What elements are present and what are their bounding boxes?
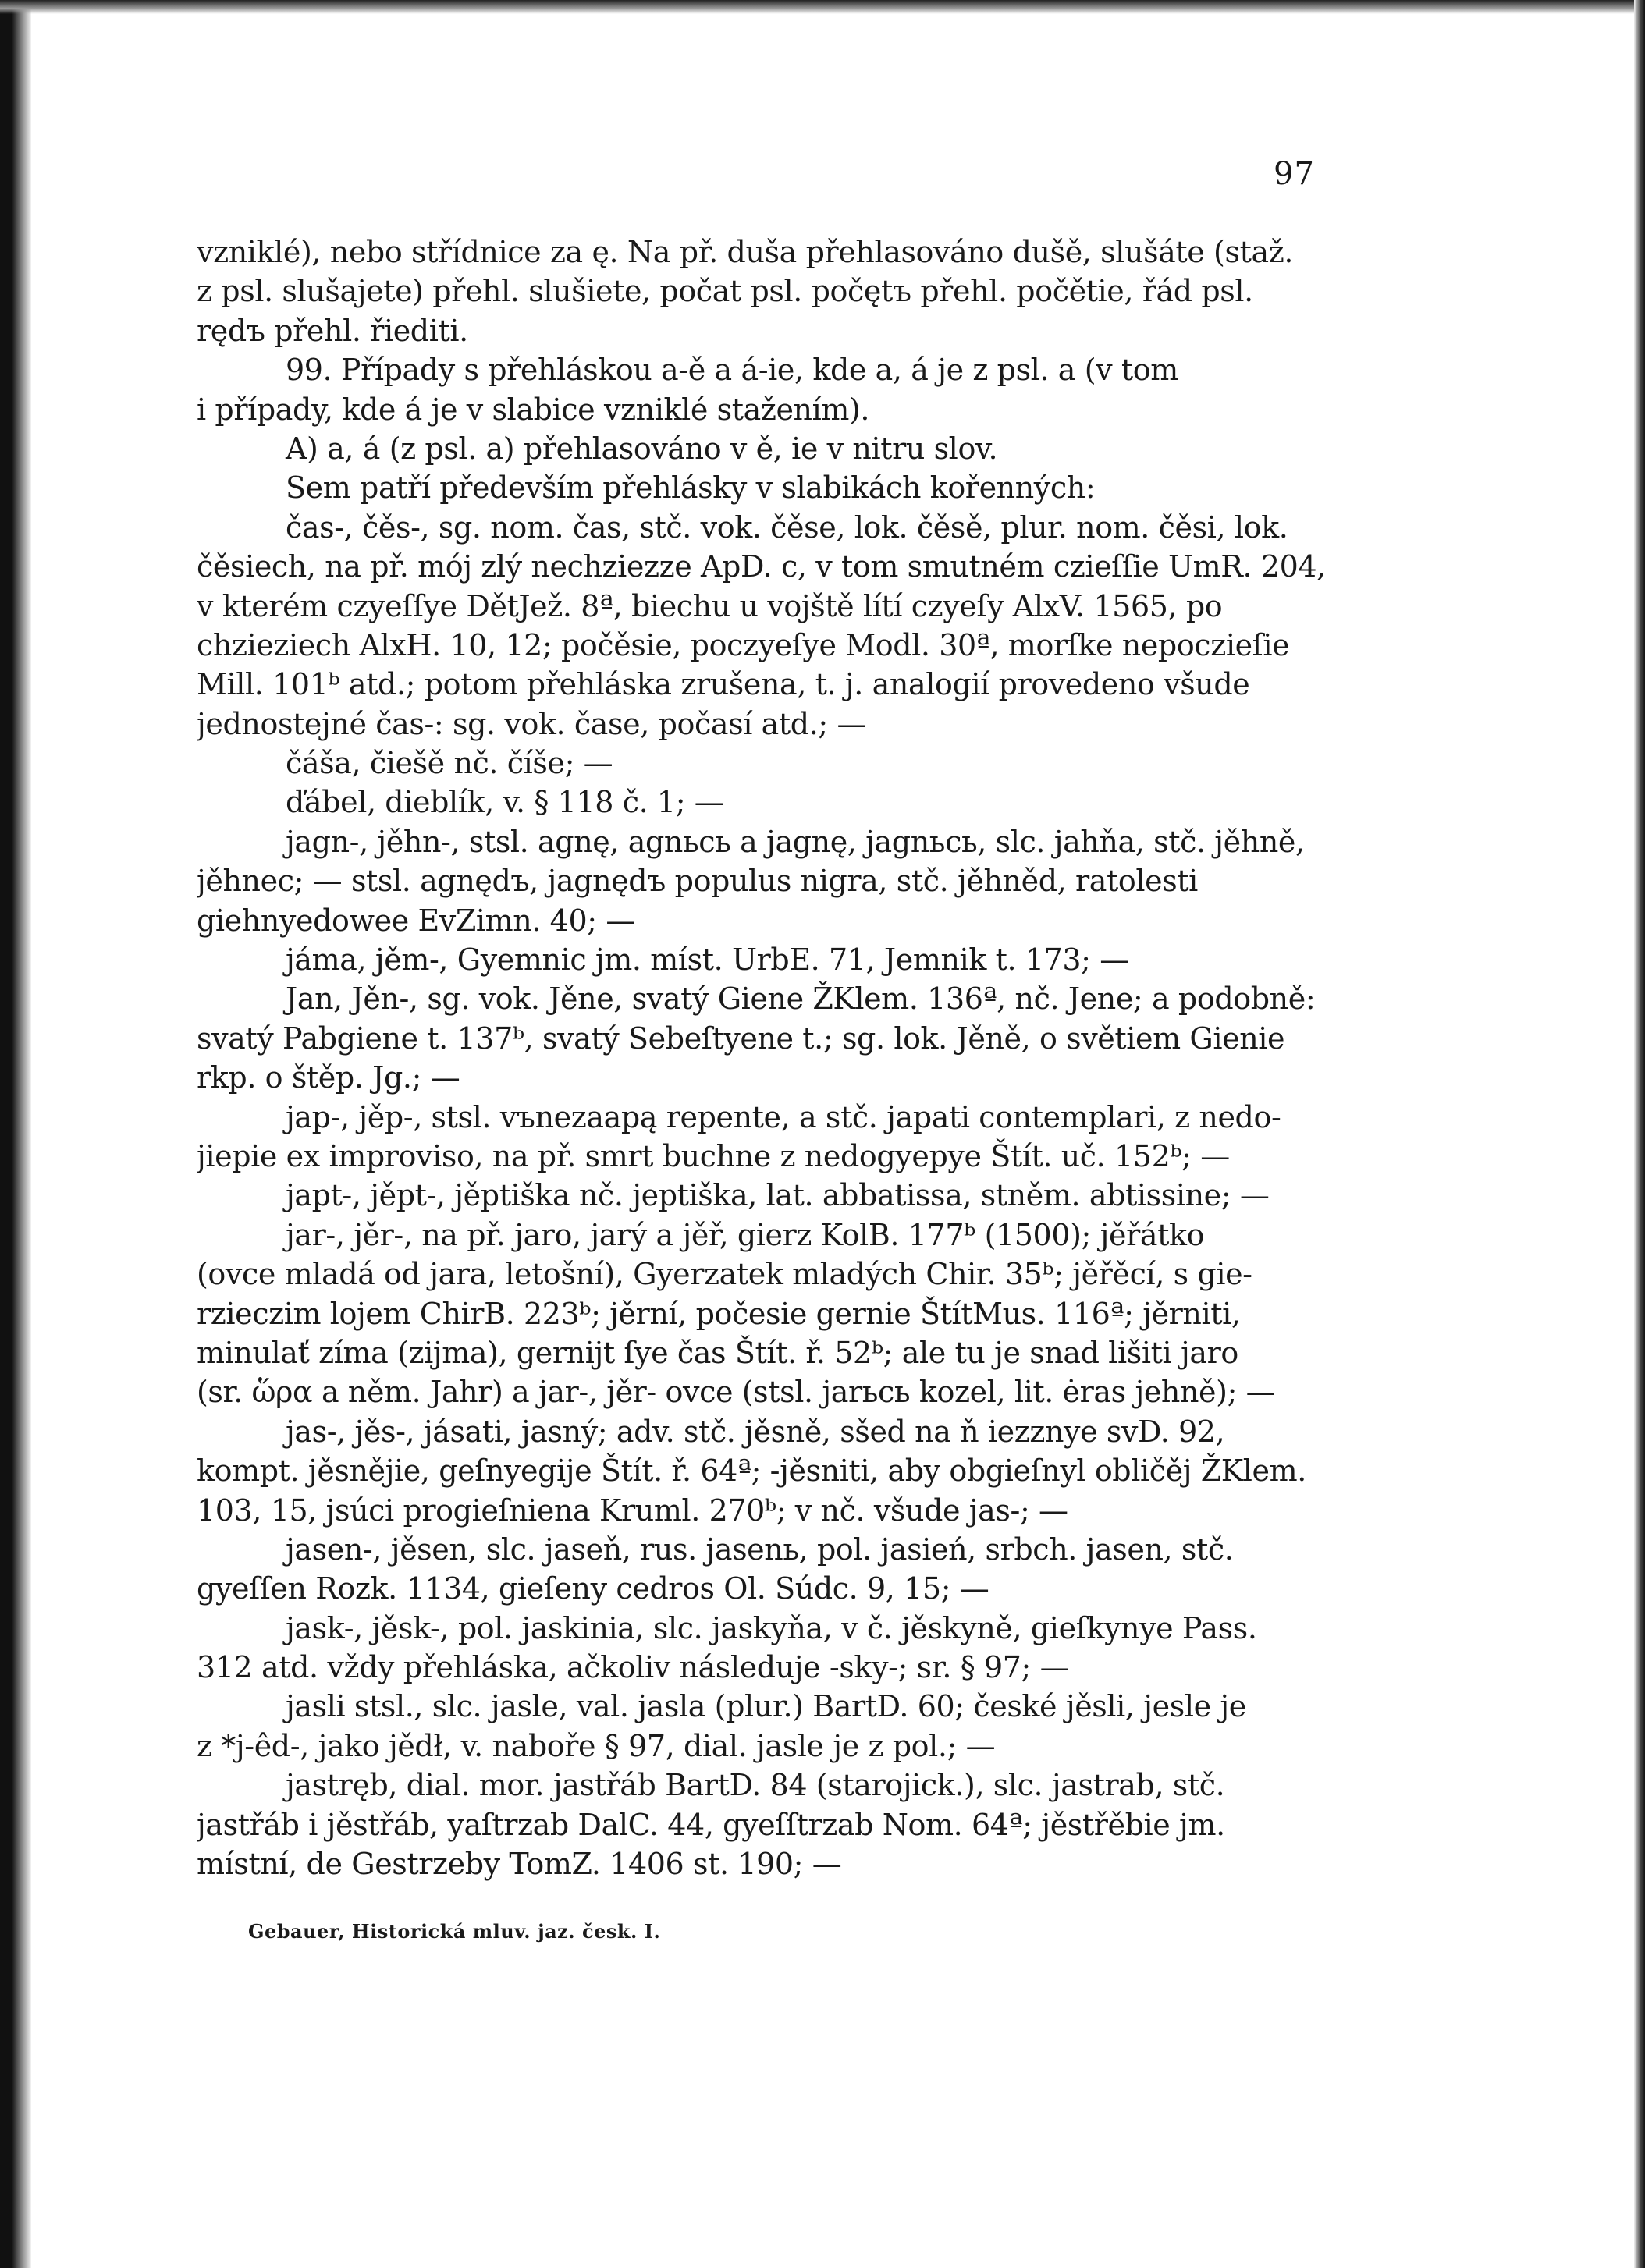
entry-casa: čáša, čiešě nč. číše; — [286, 746, 613, 781]
text-line: Mill. 101ᵇ atd.; potom přehláska zrušena, t. j. analogií provedeno všude [197, 667, 1250, 702]
text-line: z *j-êd-, jako jědł, v. nabоře § 97, dial. jasle je z pol.; — [197, 1728, 996, 1763]
text-line: vzniklé), nebo střídnice za ę. Na př. duša přehlasováno dušě, slušáte (staž. [197, 235, 1294, 269]
text-line: 103, 15, jsúci progieſniena Kruml. 270ᵇ; v nč. všude jas-; — [197, 1492, 1068, 1528]
entry-jas: jas-, jěs-, jásati, jasný; adv. stč. jěsně, sšed na ň iezznye svD. 92, [286, 1414, 1225, 1449]
entry-jama: jáma, jěm-, Gyemnic jm. míst. UrbE. 71, Jemnik t. 173; — [286, 942, 1129, 978]
section-heading-99: 99. Případy s přehláskou a-ě a á-ie, kde a, á je z psl. a (v tom [286, 353, 1178, 388]
entry-jan: Jan, Jěn-, sg. vok. Jěne, svatý Giene ŽKlem. 136ª, nč. Jene; a podobně: [286, 981, 1316, 1017]
text-line: čěsiech, na př. mój zlý nechziezze ApD. c, v tom smutném czieſſie UmR. 204, [197, 549, 1326, 584]
entry-japt: japt-, jěpt-, jěptiška nč. jeptiška, lat. abbatissa, stněm. abtissine; — [286, 1178, 1270, 1213]
text-line: rkp. o štěp. Jg.; — [197, 1060, 460, 1095]
subsection-heading-a: A) a, á (z psl. a) přehlasováno v ě, ie v nitru slov. [286, 431, 998, 466]
text-line: jastřáb i jěstřáb, yaſtrzab DalC. 44, gyeſſtrzab Nom. 64ª; jěstřěbie jm. [197, 1807, 1225, 1842]
text-line: (ovce mladá od jara, letošní), Gyerzatek mladých Chir. 35ᵇ; jěřěcí, s gie- [197, 1257, 1252, 1292]
text-line: rzieczim lojem ChirB. 223ᵇ; jěrní, počesie gernie ŠtítMus. 116ª; jěrniti, [197, 1296, 1241, 1331]
text-line: z psl. slušajete) přehl. slušiete, počat psl. počętъ přehl. počětie, řád psl. [197, 274, 1253, 309]
text-line: gyeſſen Rozk. 1134, gieſeny cedros Ol. Súdc. 9, 15; — [197, 1571, 989, 1606]
text-line: Sem patří především přehlásky v slabikách kořenných: [286, 470, 1096, 506]
entry-jasen: jasen-, jěsen, slc. jaseň, rus. jasenь, pol. jasień, srbch. jasen, stč. [286, 1532, 1234, 1567]
text-line: jiepie ex improviso, na př. smrt buchne z nedogyepye Štít. uč. 152ᵇ; — [197, 1138, 1230, 1173]
text-line: 312 atd. vždy přehláska, ačkoliv následuje -sky-; sr. § 97; — [197, 1650, 1070, 1685]
text-line: chzieziech AlxH. 10, 12; počěsie, poczyeſye Modl. 30ª, morſke nepoczieſie [197, 627, 1290, 662]
text-line: (sr. ὥρα a něm. Jahr) a jar-, jěr- ovce (stsl. jarьcь kozel, lit. ėras jehně); — [197, 1375, 1276, 1410]
text-line: rędъ přehl. řiediti. [197, 313, 468, 348]
page-number: 97 [1274, 156, 1315, 192]
text-line: v kterém czyeſſye DětJež. 8ª, biechu u vojště lítí czyeſy AlxV. 1565, po [197, 588, 1223, 623]
entry-jap: jap-, jěp-, stsl. vъnezaapą repente, a stč. japati contemplari, z nedo- [286, 1099, 1281, 1134]
text-line: jednostejné čas-: sg. vok. čase, počasí atd.; — [197, 706, 867, 741]
text-line: giehnyedowee EvZimn. 40; — [197, 903, 635, 938]
body-text [197, 232, 1336, 1883]
entry-jagn: jagn-, jěhn-, stsl. agnę, agnьcь a jagnę, jagnьcь, slc. jahňa, stč. jěhně, [286, 824, 1305, 859]
footer-source: Gebauer, Historická mluv. jaz. česk. I. [248, 1920, 661, 1943]
entry-jasli: jasli stsl., slc. jasle, val. jasla (plur.) BartD. 60; české jěsli, jesle je [286, 1689, 1246, 1724]
text-line: svatý Pabgiene t. 137ᵇ, svatý Sebeſtyene t.; sg. lok. Jěně, o světiem Gienie [197, 1020, 1285, 1056]
entry-dabel: ďábel, dieblík, v. § 118 č. 1; — [286, 785, 724, 820]
text-line: i případy, kde á je v slabice vzniklé stažením). [197, 392, 870, 427]
entry-jastreb: jastręb, dial. mor. jastřáb BartD. 84 (starojick.), slc. jastrab, stč. [286, 1768, 1225, 1803]
text-line: jěhnec; — stsl. agnędъ, jagnędъ populus nigra, stč. jěhněd, ratolesti [197, 864, 1198, 899]
entry-cas: čas-, čěs-, sg. nom. čas, stč. vok. čěse, lok. čěsě, plur. nom. čěsi, lok. [286, 509, 1288, 545]
entry-jar: jar-, jěr-, na př. jaro, jarý a jěř, gierz KolB. 177ᵇ (1500); jěřátko [286, 1217, 1205, 1252]
text-line: místní, de Gestrzeby TomZ. 1406 st. 190; — [197, 1847, 842, 1882]
text-line: minulať zíma (zijma), gernijt ſye čas Štít. ř. 52ᵇ; ale tu je snad lišiti jaro [197, 1335, 1238, 1370]
text-line: kompt. jěsnějie, geſnyegije Štít. ř. 64ª; -jěsniti, aby obgieſnyl obličěj ŽKlem. [197, 1453, 1306, 1489]
entry-jask: jask-, jěsk-, pol. jaskinia, slc. jaskyňa, v č. jěskyně, gieſkynye Pass. [286, 1610, 1257, 1645]
